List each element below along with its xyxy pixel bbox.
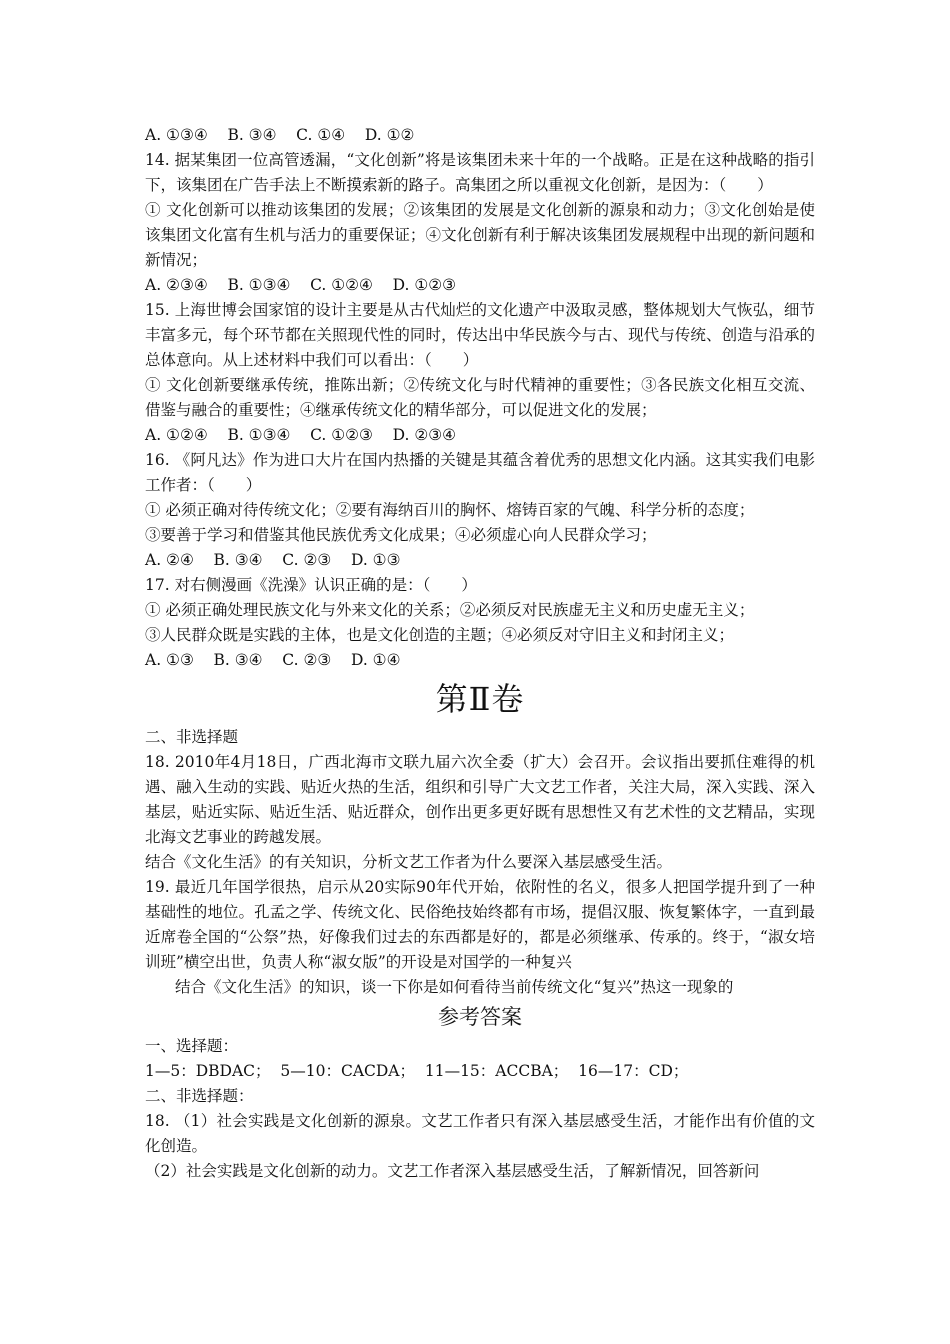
q17-options: A. ①③ B. ③④ C. ②③ D. ①④ [145, 651, 401, 669]
q17-choice-line-1: ① 必须正确处理民族文化与外来文化的关系；②必须反对民族虚无主义和历史虚无主义； [145, 601, 755, 619]
q14-stem: 14. 据某集团一位高管透漏，“文化创新”将是该集团未来十年的一个战略。正是在这种战略的指引下，该集团在广告手法上不断摸索新的路子。高集团之所以重视文化创新，是因为：（ ） [145, 151, 815, 194]
volume-title: 第Ⅱ卷 [435, 680, 525, 718]
q16-choice-line-1: ① 必须正确对待传统文化；②要有海纳百川的胸怀、熔铸百家的气魄、科学分析的态度； [145, 501, 755, 519]
answers-section2: 二、非选择题： [145, 1087, 254, 1105]
answer-18-part1: 18. （1）社会实践是文化创新的源泉。文艺工作者只有深入基层感受生活，才能作出有价值的文化创造。 [145, 1112, 815, 1155]
q17-stem: 17. 对右侧漫画《洗澡》认识正确的是：（ ） [145, 576, 477, 594]
answer-18-part2: （2）社会实践是文化创新的动力。文艺工作者深入基层感受生活，了解新情况，回答新问 [145, 1162, 760, 1180]
answers-title: 参考答案 [438, 1005, 522, 1029]
q19-question: 结合《文化生活》的知识，谈一下你是如何看待当前传统文化“复兴”热这一现象的 [175, 978, 734, 996]
q16-choice-line-2: ③要善于学习和借鉴其他民族优秀文化成果；④必须虚心向人民群众学习； [145, 526, 657, 544]
exam-page [145, 123, 815, 1184]
q16-options: A. ②④ B. ③④ C. ②③ D. ①③ [145, 551, 401, 569]
answers-choice-key: 1—5：DBDAC； 5—10：CACDA； 11—15：ACCBA； 16—17：CD； [145, 1062, 689, 1080]
q18-question: 结合《文化生活》的有关知识，分析文艺工作者为什么要深入基层感受生活。 [145, 853, 673, 871]
answers-section1: 一、选择题： [145, 1037, 239, 1055]
q14-choices: ① 文化创新可以推动该集团的发展；②该集团的发展是文化创新的源泉和动力；③文化创始是使该集团文化富有生机与活力的重要保证；④文化创新有利于解决该集团发展规程中出现的新问题和新情况； [145, 201, 815, 269]
q15-stem: 15. 上海世博会国家馆的设计主要是从古代灿烂的文化遗产中汲取灵感，整体规划大气恢弘，细节丰富多元，每个环节都在关照现代性的同时，传达出中华民族今与古、现代与传统、创造与沿承的总体意向。从上述材料中我们可以看出：（ ） [145, 301, 815, 369]
q18-stem: 18. 2010年4月18日，广西北海市文联九届六次全委（扩大）会召开。会议指出要抓住难得的机遇、融入生动的实践、贴近火热的生活，组织和引导广大文艺工作者，关注大局，深入实践、深入基层，贴近实际、贴近生活、贴近群众，创作出更多更好既有思想性又有艺术性的文艺精品，实现北海文艺事业的跨越发展。 [145, 753, 815, 846]
q19-stem: 19. 最近几年国学很热，启示从20实际90年代开始，依附性的名义，很多人把国学提升到了一种基础性的地位。孔孟之学、传统文化、民俗绝技始终都有市场，提倡汉服、恢复繁体字，一直到最近席卷全国的“公祭”热，好像我们过去的东西都是好的，都是必须继承、传承的。终于，“淑女培训班”横空出世，负责人称“淑女版”的开设是对国学的一种复兴 [145, 878, 815, 971]
section2-heading: 二、非选择题 [145, 728, 239, 746]
q17-choice-line-2: ③人民群众既是实践的主体，也是文化创造的主题；④必须反对守旧主义和封闭主义； [145, 626, 735, 644]
q14-options: A. ②③④ B. ①③④ C. ①②④ D. ①②③ [145, 276, 457, 294]
q15-choices: ① 文化创新要继承传统，推陈出新；②传统文化与时代精神的重要性；③各民族文化相互交流、借鉴与融合的重要性；④继承传统文化的精华部分，可以促进文化的发展； [145, 376, 815, 419]
q16-stem: 16. 《阿凡达》作为进口大片在国内热播的关键是其蕴含着优秀的思想文化内涵。这其实我们电影工作者：（ ） [145, 451, 815, 494]
q13-options: A. ①③④ B. ③④ C. ①④ D. ①② [145, 126, 415, 144]
q15-options: A. ①②④ B. ①③④ C. ①②③ D. ②③④ [145, 426, 457, 444]
